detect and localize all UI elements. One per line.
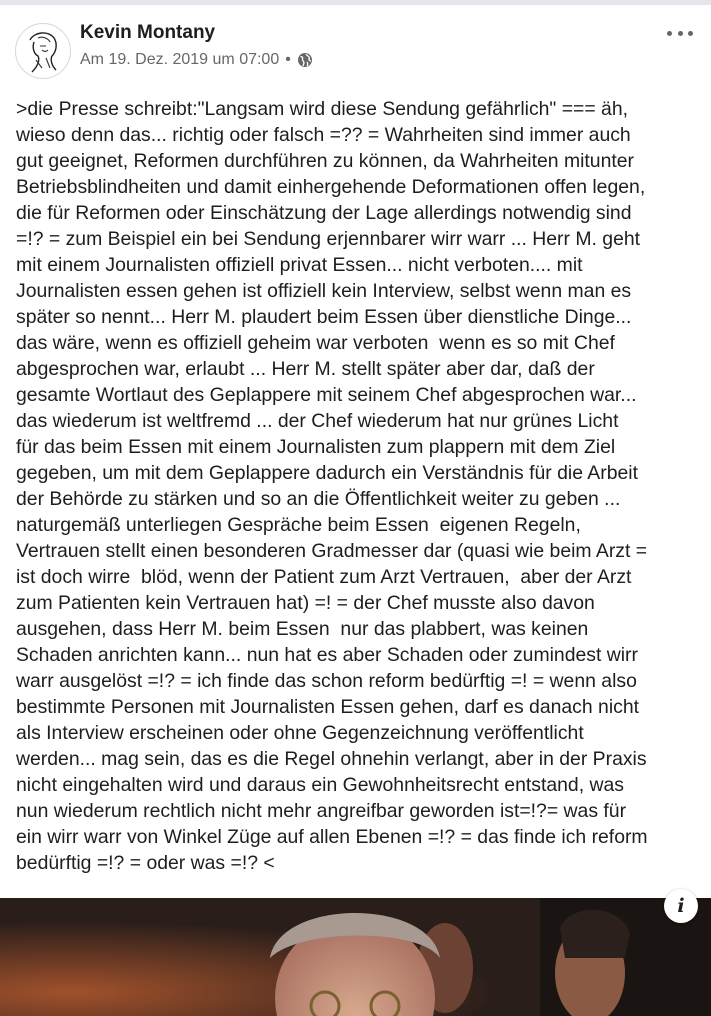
globe-icon[interactable] [297, 52, 313, 68]
post-text: >die Presse schreibt:"Langsam wird diese Sendung gefährlich" === äh, wieso denn das... richtig oder falsch =?? = Wahrheiten sind immer auch gut geeignet, Reformen durchführen zu können, da Wahrheiten mitunter Betriebsblindheiten und damit einhergehende Deformationen offen legen, die für Reformen oder Einschätzung der Lage allerdings notwendig sind =!? = zum Beispiel ein bei Sendung erjennbarer wirr warr ... Herr M. geht mit einem Journalisten offiziell privat Essen... nicht verboten.... mit Journalisten essen gehen ist offiziell kein Interview, selbst wenn man es später so nennt... Herr M. plaudert beim Essen über dienstliche Dinge... das wäre, wenn es offiziell geheim war verboten wenn es so mit Chef abgesprochen war, erlaubt ... Herr M. stellt später aber dar, daß der gesamte Wortlaut des Geplappere mit seinem Chef abgesprochen war... das wiederum ist weltfremd ... der Chef wiederum hat nur grünes Licht für das beim Essen mit einem Journalisten zum plappern mit dem Ziel gegeben, um mit dem Geplappere dadurch ein Verständnis für die Arbeit der Behörde zu stärken und so an die Öffentlichkeit weiter zu geben ... naturgemäß unterliegen Gespräche beim Essen eigenen Regeln, Vertrauen stellt einen besonderen Gradmesser dar (quasi wie beim Arzt = ist doch wirre blöd, wenn der Patient zum Arzt Vertrauen, aber der Arzt zum Patienten kein Vertrauen hat) =! = der Chef musste also davon ausgehen, dass Herr M. beim Essen nur das plabbert, was keinen Schaden anrichten kann... nun hat es aber Schaden oder zumindest wirr warr ausgelöst =!? = ich finde das schon reform bedürftig =! = wenn also bestimmte Personen mit Journalisten Essen gehen, darf es danach nicht als Interview erscheinen oder ohne Gegenzeichnung veröffentlicht werden... mag sein, das es die Regel ohnehin verlangt, aber in der Praxis nicht eingehalten wird und daraus ein Gewohnheitsrecht entstand, was nun wiederum rechtlich nicht mehr angreifbar geworden ist=!?= was für ein wirr warr von Winkel Züge auf allen Ebenen =!? = das finde ich reform bedürftig =!? = oder was =!? < [16, 98, 648, 874]
profile-sketch-icon [16, 24, 70, 78]
post-photo[interactable] [0, 898, 711, 1016]
meta-separator: • [285, 51, 291, 68]
more-options-button[interactable] [667, 23, 693, 43]
photo-image [0, 898, 711, 1016]
post-meta [80, 51, 313, 69]
post-timestamp[interactable]: Am 19. Dez. 2019 um 07:00 [80, 51, 280, 68]
info-button[interactable]: i [664, 889, 698, 923]
avatar[interactable] [15, 23, 71, 79]
more-dots-icon [667, 31, 672, 36]
author-name[interactable]: Kevin Montany [80, 22, 216, 43]
post-header [0, 5, 711, 85]
